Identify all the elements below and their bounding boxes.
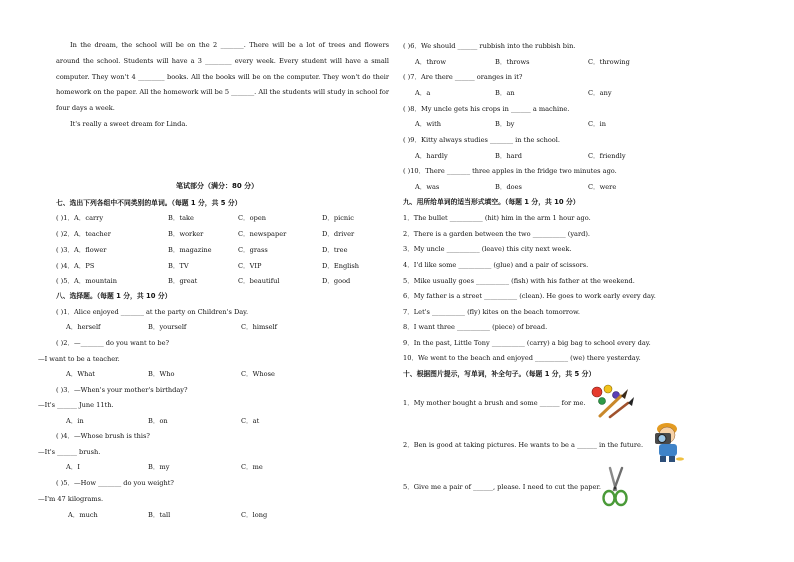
section10-item: 1．My mother bought a brush and some ______ for me. [403,399,586,407]
exam-page: In the dream, the school will be on the 2 _______. There will be a lot of trees and flowers around the school. Students will have a 3 ________ every week. Every student will have a small computer. They won't 4 ________ books. All the books will be on the computer. They won't do their homework on the paper. All the homework will be 5 _______. All the students will study in school for four days a week. It's really a sweet dream for Linda. 笔试部分（满分：80 分） 七、选出下列各组中不同类别的单词。（每题 1 分，共 5 分） ( )1．A．carry B．take C．open D．picnic ( )2．A．teacher B．worker C．newspaper D．driver ( )3．A．flower B．magazine C．grass D．tree ( )4．A．PS B．TV C．VIP D．English ( )5．A．mountain B．great C．beautiful D．good 八、选择题。（每题 1 分，共 10 分） ( )1．Alice enjoyed _______ at the party on Children's Day. A．herself B．yourself C．himself ( )2．—_______ do you want to be? —I want to be a teacher. A．What B．Who C．Whose ( )3．—When's your mother's birthday? —It's ______ June 11th. A．in B．on C．at ( )4．—Whose brush is this? —It's ______ brush. A．I B．my C．me ( )5．—How _______ do you weight? —I'm 47 kilograms. A．much B．tall C．long ( )6．We should ______ rubbish into the rubbish bin. A．throw B．throws C．throwing ( )7．Are there ______ oranges in it? A．a B．an C．any ( )8．My uncle gets his crops in ______ a machine. A．with B．by C．in ( )9．Kitty always studies _______ in the school. A．hardly B．hard C．friendly ( )10．There _______ three apples in the fridge two minutes ago. A．was B．does C．were 九、用所给单词的适当形式填空。（每题 1 分，共 10 分） 1．The bullet __________ (hit) him in the arm 1 hour ago. 2．There is a garden between the two __________ (yard). 3．My uncle __________ (leave) this city next week. 4．I'd like some __________ (glue) and a pair of scissors. 5．Mike usually goes __________ (fish) with his father at the weekend. 6．My father is a street __________ (clean). He goes to work early every day. 7．Let's __________ (fly) kites on the beach tomorrow. 8．I want three __________ (piece) of bread. 9．In the past, Little Tony __________ (carry) a big bag to school every day. 10．We went to the beach and enjoyed __________ (we) there yesterday. 十、根据图片提示，写单词，补全句子。（每题 1 分，共 5 分） 1．My mother bought a brush and some ______ for me. 2．Ben is good at taking pictures. He wants to be a ______ in the future. 5．Give me a pair of ______, please. I need to cut the paper. [0,0,794,562]
scissors-icon [600,466,630,508]
reading-closing: It's really a sweet dream for Linda. [70,120,188,128]
section9-item: 6．My father is a street __________ (clean). He goes to work early every day. [403,292,656,300]
section9-item: 7．Let's __________ (fly) kites on the beach tomorrow. [403,308,580,316]
reading-passage: In the dream, the school will be on the 2 _______. There will be a lot of trees and flowers around the school. Students will have a 3 ________ every week. Every student will have a small computer. They won't 4 ________ books. All the books will be on the computer. They won't do their homework on the paper. All the homework will be 5 _______. All the students will study in school for four days a week. [56,41,389,113]
section9-item: 1．The bullet __________ (hit) him in the arm 1 hour ago. [403,214,591,222]
section9-item: 3．My uncle __________ (leave) this city next week. [403,245,572,253]
section9-item: 8．I want three __________ (piece) of bread. [403,323,548,331]
section7-title: 七、选出下列各组中不同类别的单词。（每题 1 分，共 5 分） [56,199,242,207]
photographer-icon [650,421,686,463]
written-part-title: 笔试部分（满分：80 分） [176,182,259,190]
section9-item: 4．I'd like some __________ (glue) and a pair of scissors. [403,261,589,269]
section10-item: 5．Give me a pair of ______, please. I need to cut the paper. [403,483,601,491]
section10-title: 十、根据图片提示，写单词，补全句子。（每题 1 分，共 5 分） [403,370,596,378]
paints-and-brushes-icon [588,383,636,419]
section9-title: 九、用所给单词的适当形式填空。（每题 1 分，共 10 分） [403,198,580,206]
section10-item: 2．Ben is good at taking pictures. He wants to be a ______ in the future. [403,441,644,449]
section9-item: 5．Mike usually goes __________ (fish) with his father at the weekend. [403,277,635,285]
section9-item: 2．There is a garden between the two __________ (yard). [403,230,591,238]
section8-title: 八、选择题。（每题 1 分，共 10 分） [56,292,172,300]
section9-item: 10．We went to the beach and enjoyed __________ (we) there yesterday. [403,354,641,362]
section9-item: 9．In the past, Little Tony __________ (carry) a big bag to school every day. [403,339,651,347]
